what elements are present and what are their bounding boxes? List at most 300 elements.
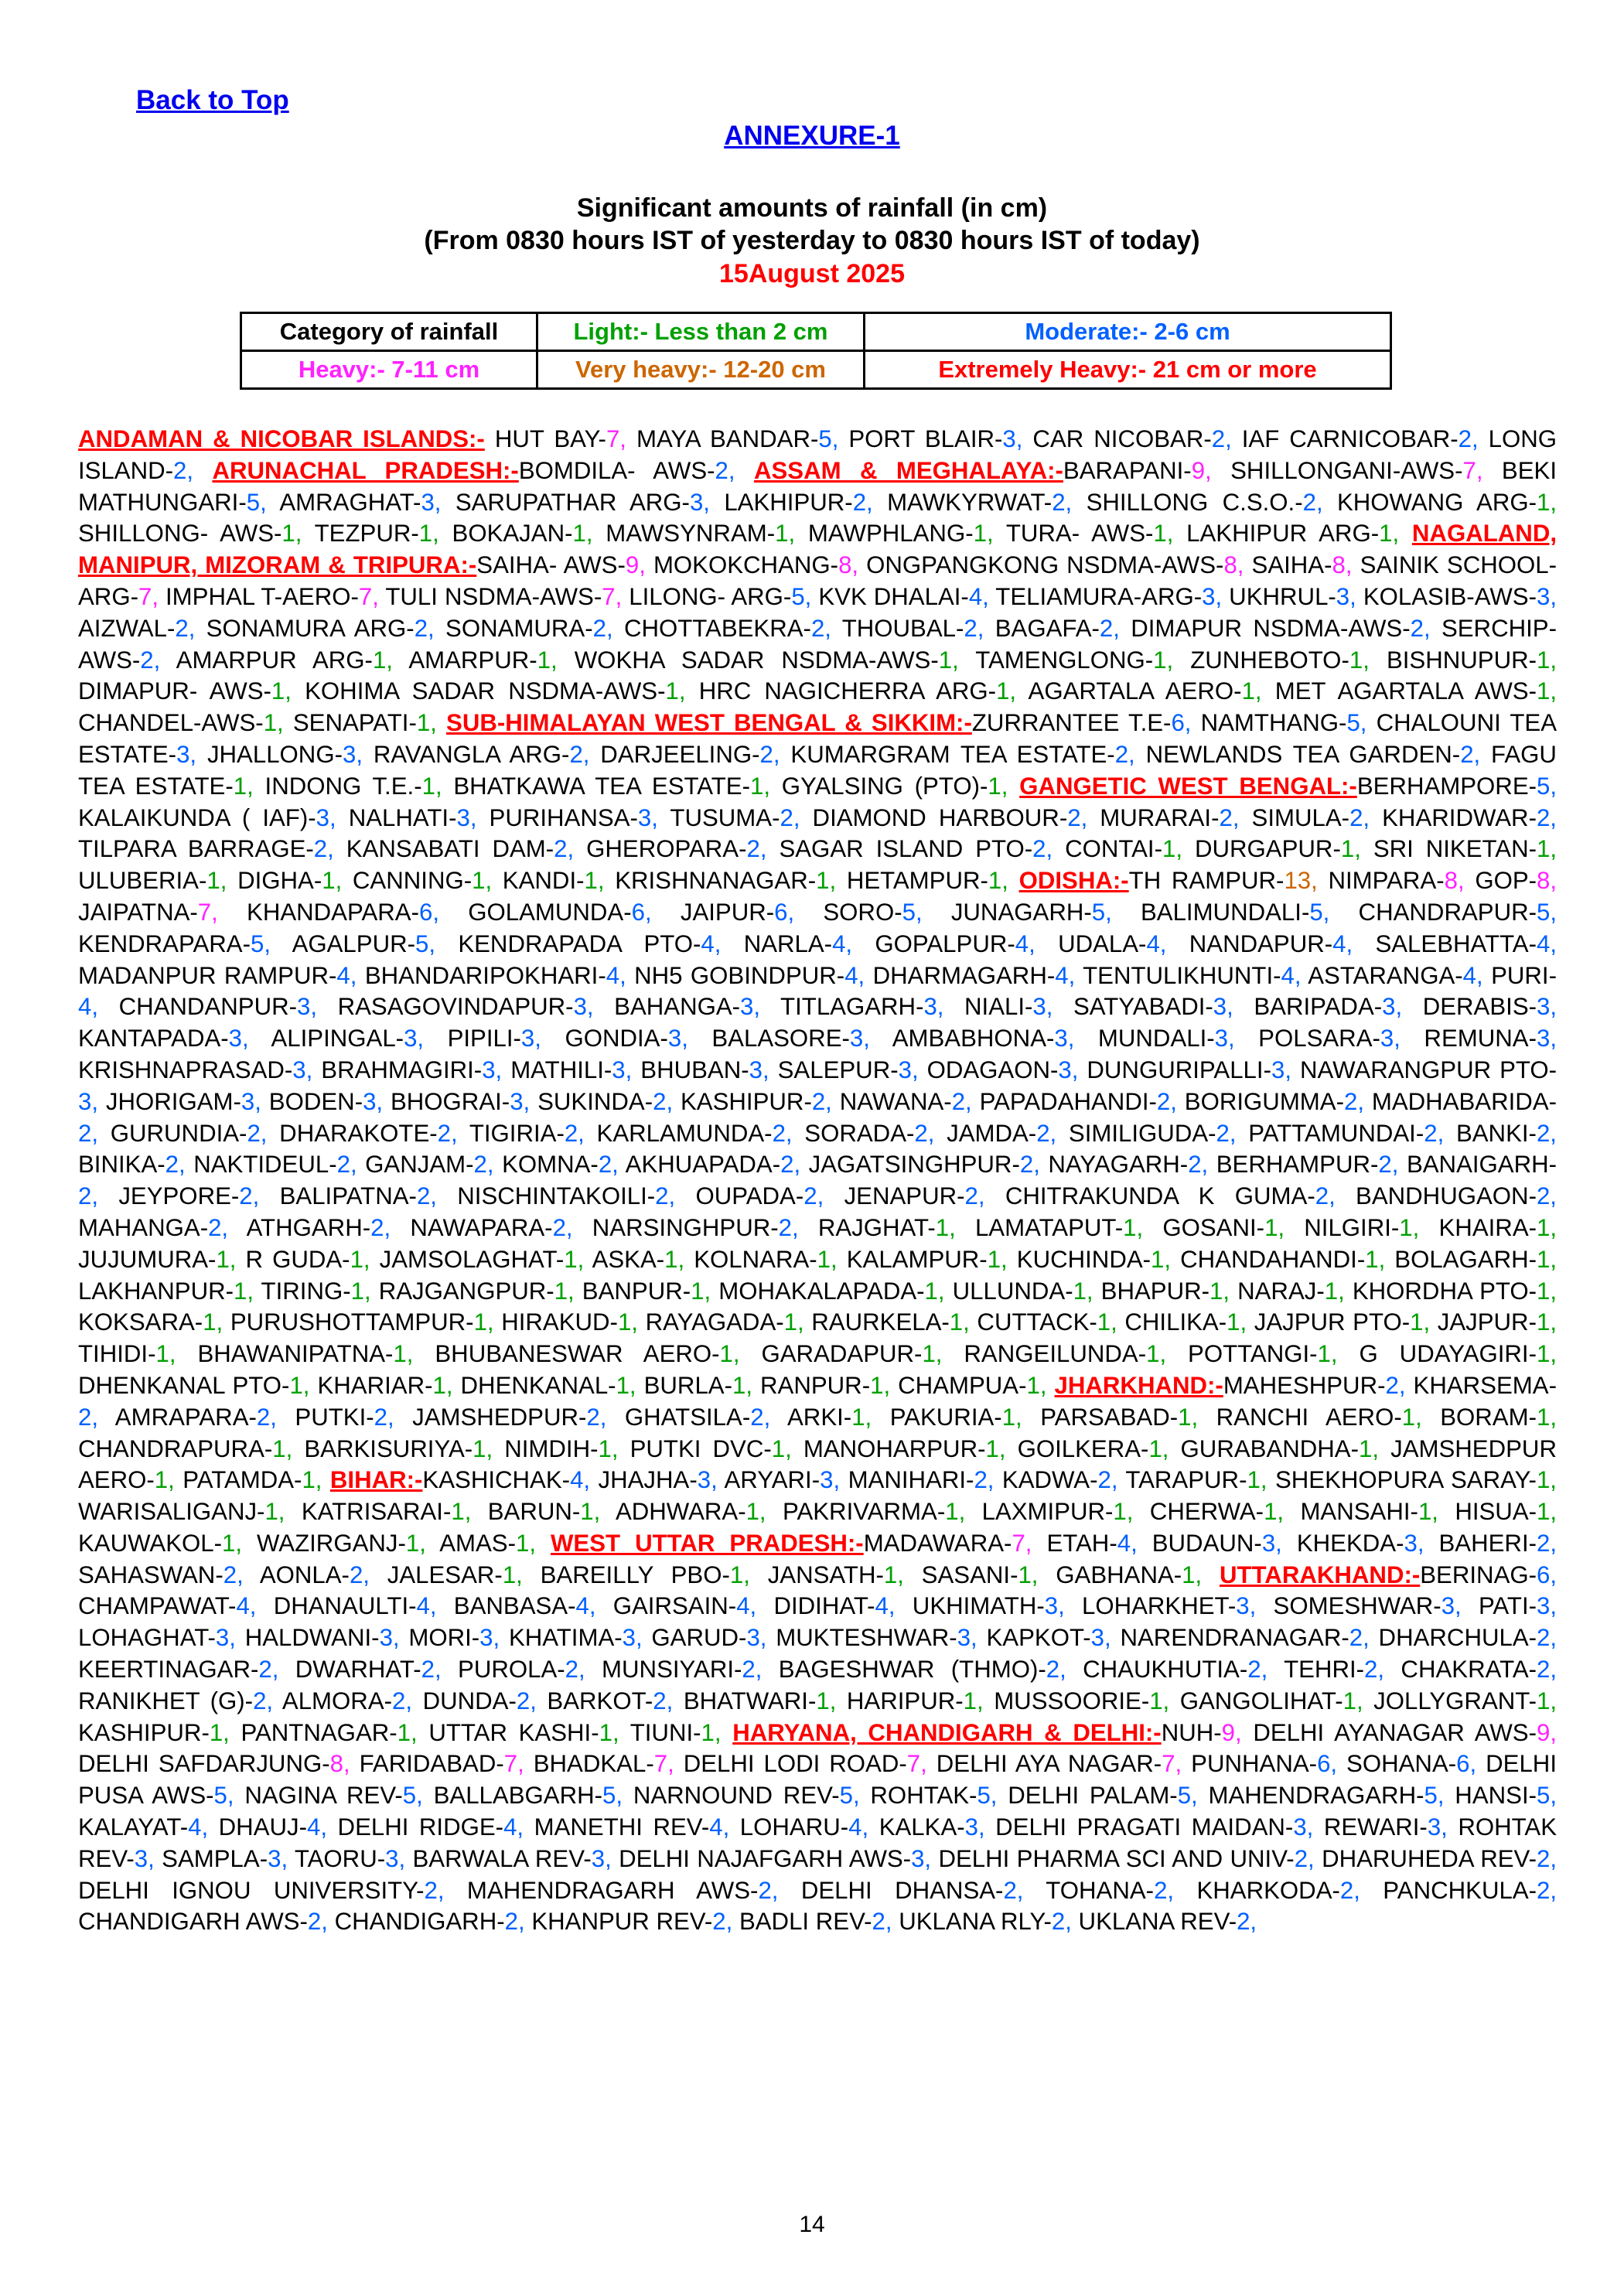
station-name: RASAGOVINDAPUR-	[337, 993, 574, 1021]
station-name: BAHANGA-	[614, 993, 741, 1021]
rainfall-value: 1,	[418, 520, 439, 548]
station-name: ALIPINGAL-	[271, 1025, 404, 1052]
rainfall-value: 2,	[746, 835, 767, 863]
station-name: CHOTTABEKRA-	[623, 614, 811, 642]
rainfall-value: 2,	[370, 1213, 391, 1241]
rainfall-value: 7,	[1162, 1750, 1182, 1778]
rainfall-value: 3,	[228, 1025, 249, 1052]
rainfall-value: 2,	[564, 1119, 585, 1147]
rainfall-value: 5,	[250, 930, 271, 957]
rainfall-value: 7,	[1462, 456, 1483, 484]
station-name: BANBASA-	[453, 1592, 576, 1620]
station-name: BORAM-	[1440, 1403, 1537, 1431]
station-name: NAGINA REV-	[244, 1782, 403, 1810]
rainfall-value: 2,	[810, 614, 831, 642]
rainfall-value: 1,	[322, 867, 343, 895]
region-heading: WEST UTTAR PRADESH:-	[551, 1529, 864, 1557]
station-name: DELHI DHANSA-	[800, 1876, 1004, 1904]
rainfall-value: 3,	[1380, 1025, 1401, 1052]
rainfall-value: 1,	[749, 772, 770, 800]
station-name: BADLI REV-	[739, 1908, 872, 1936]
station-name: UKHRUL-	[1229, 582, 1336, 610]
station-name: RAJGANGPUR-	[378, 1277, 554, 1305]
rainfall-value: 3,	[316, 803, 336, 831]
station-name: CONTAI-	[1065, 835, 1162, 863]
rainfall-value: 2,	[872, 1908, 892, 1936]
station-name: KANTAPADA-	[78, 1025, 229, 1052]
station-name: TAORU-	[294, 1844, 386, 1872]
rainfall-value: 1,	[372, 646, 393, 674]
station-name: MANOHARPUR-	[803, 1435, 986, 1462]
station-name: G UDAYAGIRI-	[1359, 1340, 1537, 1368]
rainfall-value: 1,	[816, 1687, 837, 1714]
rainfall-value: 1,	[564, 1245, 585, 1273]
station-name: BINIKA-	[78, 1151, 165, 1179]
station-name: PANCHKULA-	[1383, 1876, 1537, 1904]
rainfall-value: 5,	[402, 1782, 423, 1810]
region-heading: ARUNACHAL PRADESH:-	[212, 456, 519, 484]
rainfall-value: 2,	[175, 614, 196, 642]
rainfall-value: 2,	[653, 1087, 674, 1115]
station-name: KENDRAPARA-	[78, 930, 251, 957]
rainfall-value: 1,	[1178, 1403, 1199, 1431]
station-name: SALEPUR-	[777, 1056, 899, 1083]
rainfall-value: 1,	[1073, 1277, 1093, 1305]
station-name: ODAGAON-	[926, 1056, 1059, 1083]
rainfall-value: 2,	[1099, 614, 1120, 642]
rainfall-value: 4,	[1537, 930, 1557, 957]
rainfall-value: 6,	[631, 898, 652, 926]
region-heading: ASSAM & MEGHALAYA:-	[753, 456, 1063, 484]
rainfall-value: 2,	[1424, 1119, 1445, 1147]
station-name: BOLAGARH-	[1394, 1245, 1537, 1273]
rainfall-value: 1,	[985, 1435, 1006, 1462]
rainfall-value: 2,	[742, 1656, 763, 1684]
rainfall-value: 1,	[209, 1718, 230, 1746]
rainfall-value: 1,	[1410, 1308, 1431, 1336]
station-name: LAMATAPUT-	[974, 1213, 1124, 1241]
rainfall-value: 7,	[503, 1750, 524, 1778]
station-name: MOKOKCHANG-	[653, 551, 839, 579]
rainfall-value: 2,	[1032, 835, 1053, 863]
rainfall-value: 1,	[1209, 1277, 1230, 1305]
station-name: KHOWANG ARG-	[1336, 488, 1537, 516]
rainfall-value: 1,	[870, 1371, 891, 1399]
rainfall-value: 1,	[289, 1371, 310, 1399]
rainfall-value: 2,	[307, 1908, 328, 1936]
station-name: DELHI SAFDARJUNG-	[78, 1750, 330, 1778]
station-name: MAYA BANDAR-	[636, 425, 819, 452]
station-name: AMAS-	[439, 1529, 516, 1557]
station-name: CHANDIGARH-	[334, 1908, 505, 1936]
station-name: TAMENGLONG-	[975, 646, 1154, 674]
rainfall-value: 2,	[592, 614, 613, 642]
station-name: PURUSHOTTAMPUR-	[230, 1308, 474, 1336]
station-name: DELHI NAJAFGARH AWS-	[619, 1844, 912, 1872]
rainfall-value: 3,	[1090, 1624, 1111, 1652]
station-name: AGALPUR-	[292, 930, 416, 957]
rainfall-value: 3,	[1336, 582, 1356, 610]
station-name: CUTTACK-	[977, 1308, 1097, 1336]
rainfall-value: 3,	[1441, 1592, 1462, 1620]
station-name: WOKHA SADAR NSDMA-AWS-	[574, 646, 939, 674]
station-name: MATHILI-	[510, 1056, 612, 1083]
rainfall-value: 3,	[479, 1624, 500, 1652]
rainfall-value: 3,	[740, 993, 761, 1021]
station-name: JAMDA-	[947, 1119, 1037, 1147]
rainfall-value: 1,	[1536, 835, 1557, 863]
rainfall-value: 2,	[424, 1876, 445, 1904]
rainfall-value: 2,	[569, 740, 590, 768]
station-name: RANIKHET (G)-	[78, 1687, 254, 1714]
station-name: BALIMUNDALI-	[1140, 898, 1310, 926]
rainfall-value: 6,	[1537, 1561, 1557, 1588]
rainfall-value: 4,	[1281, 961, 1302, 989]
rainfall-value: 1,	[1151, 1245, 1172, 1273]
station-name: BANAIGARH-	[1406, 1151, 1557, 1179]
rainfall-value: 3,	[1214, 1025, 1235, 1052]
rainfall-value: 4,	[336, 961, 357, 989]
station-name: JAJPUR PTO-	[1254, 1308, 1411, 1336]
station-name: FAGU TEA ESTATE-	[78, 740, 1557, 800]
station-name: DIDIHAT-	[773, 1592, 875, 1620]
rainfall-value: 3,	[456, 803, 477, 831]
rainfall-value: 4,	[1146, 930, 1167, 957]
rainfall-value: 1,	[233, 772, 254, 800]
station-name: KRISHNAPRASAD-	[78, 1056, 293, 1083]
rainfall-value: 1,	[1241, 677, 1262, 705]
station-name: PURI-	[1491, 961, 1557, 989]
station-name: BARKOT-	[547, 1687, 653, 1714]
station-name: CHANDANPUR-	[118, 993, 298, 1021]
station-name: SIMULA-	[1251, 803, 1350, 831]
rainfall-value: 2,	[554, 835, 575, 863]
station-name: KALKA-	[879, 1813, 965, 1841]
station-name: DIGHA-	[237, 867, 322, 895]
region-heading: SUB-HIMALAYAN WEST BENGAL & SIKKIM:-	[446, 709, 972, 737]
rainfall-value: 4,	[1332, 930, 1353, 957]
rainfall-value: 2,	[1349, 803, 1370, 831]
station-name: WARISALIGANJ-	[78, 1498, 265, 1526]
station-name: NAWARANGPUR PTO-	[1299, 1056, 1557, 1083]
station-name: BHANDARIPOKHARI-	[364, 961, 606, 989]
rainfall-value: 2,	[653, 1687, 674, 1714]
rainfall-value: 1,	[732, 1371, 752, 1399]
rainfall-value: 3,	[622, 1624, 643, 1652]
station-name: LAKHIPUR ARG-	[1186, 520, 1380, 548]
station-name: MUKTESHWAR-	[776, 1624, 957, 1652]
station-name: REMUNA-	[1424, 1025, 1537, 1052]
station-name: TUSUMA-	[670, 803, 780, 831]
station-name: MUSSOORIE-	[994, 1687, 1150, 1714]
station-name: BOMDILA- AWS-	[518, 456, 715, 484]
station-name: GOP-	[1475, 867, 1537, 895]
station-name: NAWANA-	[839, 1087, 952, 1115]
rainfall-value: 1,	[1153, 520, 1174, 548]
rainfall-value: 3,	[520, 1025, 541, 1052]
rainfall-value: 2,	[208, 1213, 229, 1241]
station-name: TIGIRIA-	[469, 1119, 565, 1147]
station-name: LAXMIPUR-	[981, 1498, 1114, 1526]
station-name: MAHESHPUR-	[1223, 1371, 1386, 1399]
rainfall-value: 2,	[803, 1182, 824, 1210]
station-name: BAREILLY PBO-	[540, 1561, 730, 1588]
station-name: SAINIK SCHOOL-ARG-	[78, 551, 1557, 610]
rainfall-value: 1,	[1537, 1213, 1557, 1241]
station-name: KASHIPUR-	[78, 1718, 210, 1746]
rainfall-value: 1,	[599, 1718, 619, 1746]
station-name: RAVANGLA ARG-	[373, 740, 570, 768]
page-number: 14	[799, 2212, 825, 2237]
rainfall-value: 3,	[1202, 582, 1223, 610]
rainfall-value: 1,	[473, 1435, 493, 1462]
rainfall-value: 1,	[922, 1340, 943, 1368]
rainfall-value: 1,	[617, 1308, 638, 1336]
legend-category-header: Category of rainfall	[241, 313, 537, 351]
rainfall-value: 2,	[1211, 425, 1232, 452]
station-name: JUNAGARH-	[950, 898, 1092, 926]
station-name: BALLABGARH-	[433, 1782, 602, 1810]
rainfall-value: 1,	[1146, 1340, 1167, 1368]
station-name: UKLANA REV-	[1078, 1908, 1237, 1936]
station-name: GANGOLIHAT-	[1179, 1687, 1343, 1714]
rainfall-value: 3,	[404, 1025, 425, 1052]
station-name: BHAPUR-	[1100, 1277, 1210, 1305]
rainfall-value: 2,	[1188, 1151, 1209, 1179]
station-name: NIMDIH-	[504, 1435, 599, 1462]
rainfall-value: 1,	[771, 1435, 792, 1462]
station-name: DELHI RIDGE-	[337, 1813, 504, 1841]
rainfall-value: 6,	[419, 898, 440, 926]
rainfall-value: 8,	[838, 551, 859, 579]
station-name: JHORIGAM-	[105, 1087, 241, 1115]
rainfall-value: 1,	[272, 1435, 293, 1462]
rainfall-value: 1,	[264, 1498, 285, 1526]
station-name: NH5 GOBINDPUR-	[634, 961, 845, 989]
rainfall-value: 1,	[783, 1308, 804, 1336]
rainfall-value: 3,	[957, 1624, 977, 1652]
rainfall-value: 3,	[1002, 425, 1023, 452]
rainfall-value: 2,	[256, 1403, 277, 1431]
station-name: HISUA-	[1455, 1498, 1537, 1526]
rainfall-value: 3,	[482, 1056, 503, 1083]
rainfall-value: 3,	[176, 740, 197, 768]
station-name: JHAJHA-	[598, 1466, 698, 1494]
station-name: BHAWANIPATNA-	[197, 1340, 394, 1368]
rainfall-value: 2,	[437, 1119, 458, 1147]
station-name: PUNHANA-	[1191, 1750, 1318, 1778]
station-name: KALAMPUR-	[846, 1245, 988, 1273]
station-name: PUTKI-	[295, 1403, 374, 1431]
rainfall-value: 4,	[709, 1813, 730, 1841]
rainfall-value: 1,	[271, 677, 292, 705]
rainfall-value: 1,	[745, 1498, 766, 1526]
station-name: CHERWA-	[1149, 1498, 1264, 1526]
station-name: BUDAUN-	[1151, 1529, 1262, 1557]
rainfall-value: 1,	[1536, 1403, 1557, 1431]
rainfall-value: 1,	[719, 1340, 740, 1368]
station-name: BHUBANESWAR AERO-	[435, 1340, 720, 1368]
station-name: ASKA-	[592, 1245, 665, 1273]
station-name: BARAPANI-	[1063, 456, 1192, 484]
station-name: PATTAMUNDAI-	[1248, 1119, 1424, 1147]
station-name: SATYABADI-	[1073, 993, 1213, 1021]
station-name: RAURKELA-	[811, 1308, 950, 1336]
station-name: DARJEELING-	[600, 740, 760, 768]
station-name: KHARKODA-	[1196, 1876, 1340, 1904]
station-name: KADWA-	[1001, 1466, 1098, 1494]
rainfall-value: 1,	[1001, 1403, 1022, 1431]
station-name: CHAMPUA-	[898, 1371, 1027, 1399]
station-name: MANSAHI-	[1300, 1498, 1418, 1526]
rainfall-value: 1,	[1097, 1308, 1117, 1336]
station-name: NARENDRANAGAR-	[1120, 1624, 1349, 1652]
rainfall-value: 5,	[1177, 1782, 1198, 1810]
rainfall-value: 2,	[392, 1687, 413, 1714]
station-name: LOHAGHAT-	[78, 1624, 216, 1652]
rainfall-value: 2,	[1349, 1624, 1370, 1652]
station-name: MUNSIYARI-	[602, 1656, 742, 1684]
station-name: BORIGUMMA-	[1184, 1087, 1344, 1115]
station-name: LOHARU-	[739, 1813, 849, 1841]
rainfall-value: 2,	[516, 1687, 537, 1714]
station-name: MAHANGA-	[78, 1213, 209, 1241]
rainfall-value: 3,	[134, 1844, 155, 1872]
rainfall-value: 1,	[1026, 1371, 1047, 1399]
station-name: BARKISURIYA-	[304, 1435, 473, 1462]
rainfall-value: 8,	[1537, 867, 1557, 895]
rainfall-value: 5,	[213, 1782, 234, 1810]
rainfall-value: 3,	[923, 993, 944, 1021]
rainfall-value: 2,	[313, 835, 334, 863]
station-name: GOILKERA-	[1017, 1435, 1149, 1462]
station-name: KHANPUR REV-	[531, 1908, 713, 1936]
rainfall-value: 1,	[963, 1687, 984, 1714]
station-name: UKHIMATH-	[912, 1592, 1045, 1620]
station-name: SONAMURA-	[445, 614, 593, 642]
station-name: BANKI-	[1455, 1119, 1537, 1147]
station-name: NILGIRI-	[1304, 1213, 1400, 1241]
rainfall-value: 1,	[664, 1245, 685, 1273]
station-name: ARKI-	[787, 1403, 852, 1431]
rainfall-value: 2,	[1247, 1656, 1268, 1684]
rainfall-value: 1,	[1149, 1687, 1170, 1714]
rainfall-value: 2,	[780, 1151, 801, 1179]
station-name: TULI NSDMA-AWS-	[385, 582, 602, 610]
station-name: TIHIDI-	[78, 1340, 156, 1368]
rainfall-value: 3,	[1537, 1592, 1557, 1620]
rainfall-value: 2,	[1052, 488, 1073, 516]
station-name: PIPILI-	[447, 1025, 521, 1052]
rainfall-value: 2,	[165, 1151, 186, 1179]
rainfall-value: 5,	[902, 898, 923, 926]
rainfall-value: 1,	[554, 1277, 575, 1305]
station-name: MAWSYNRAM-	[606, 520, 776, 548]
rainfall-value: 1,	[1247, 1466, 1267, 1494]
rainfall-value: 2,	[1315, 1182, 1336, 1210]
rainfall-value: 2,	[414, 614, 435, 642]
station-name: BANDHUGAON-	[1356, 1182, 1537, 1210]
rainfall-value: 2,	[1537, 1529, 1557, 1557]
rainfall-value: 4,	[875, 1592, 896, 1620]
rainfall-value: 1,	[1340, 835, 1361, 863]
station-name: BALIPATNA-	[279, 1182, 417, 1210]
rainfall-value: 2,	[1294, 1844, 1315, 1872]
rainfall-value: 2,	[1410, 614, 1431, 642]
station-name: NEWLANDS TEA GARDEN-	[1145, 740, 1461, 768]
rainfall-value: 1,	[817, 1245, 838, 1273]
station-name: KARLAMUNDA-	[596, 1119, 773, 1147]
station-name: PATAMDA-	[183, 1466, 302, 1494]
station-name: ROHTAK-	[870, 1782, 977, 1810]
station-name: GARADAPUR-	[761, 1340, 923, 1368]
station-name: BRAHMAGIRI-	[321, 1056, 483, 1083]
rainfall-value: 9,	[1537, 1718, 1557, 1746]
rainfall-value: 3,	[1293, 1813, 1314, 1841]
rainfall-value: 1,	[263, 709, 284, 737]
rainfall-value: 1,	[1113, 1498, 1134, 1526]
region-heading: JHARKHAND:-	[1054, 1371, 1223, 1399]
rainfall-value: 3,	[898, 1056, 919, 1083]
station-name: INDONG T.E.-	[264, 772, 422, 800]
station-name: ARYARI-	[724, 1466, 821, 1494]
rainfall-value: 2,	[1003, 1876, 1024, 1904]
station-name: TITLAGARH-	[780, 993, 924, 1021]
station-name: SORADA-	[804, 1119, 915, 1147]
station-name: DELHI PRAGATI MAIDAN-	[995, 1813, 1294, 1841]
rainfall-value: 3,	[637, 803, 658, 831]
rainfall-value: 5,	[1424, 1782, 1445, 1810]
rainfall-value: 1,	[1537, 1245, 1557, 1273]
station-name: SHILLONG C.S.O.-	[1086, 488, 1303, 516]
station-name: KASHICHAK-	[422, 1466, 571, 1494]
rainfall-value: 5,	[415, 930, 436, 957]
station-name: DHENKANAL-	[460, 1371, 616, 1399]
station-name: KOHIMA SADAR NSDMA-AWS-	[305, 677, 666, 705]
rainfall-value: 9,	[625, 551, 646, 579]
station-name: GURUNDIA-	[110, 1119, 247, 1147]
rainfall-value: 1,	[515, 1529, 536, 1557]
rainfall-value: 1,	[949, 1308, 970, 1336]
station-name: DIMAPUR NSDMA-AWS-	[1131, 614, 1411, 642]
rainfall-value: 1,	[851, 1403, 872, 1431]
station-name: AMRAGHAT-	[279, 488, 421, 516]
rainfall-value: 1,	[935, 1213, 956, 1241]
station-name: GONDIA-	[565, 1025, 668, 1052]
rainfall-value: 2,	[1154, 1876, 1175, 1904]
rainfall-value: 1,	[1182, 1561, 1203, 1588]
station-name: MUNDALI-	[1097, 1025, 1215, 1052]
station-name: MANETHI REV-	[534, 1813, 710, 1841]
rainfall-value: 1,	[924, 1277, 945, 1305]
station-name: LAKHIPUR-	[724, 488, 853, 516]
rainfall-value: 1,	[1537, 1340, 1557, 1368]
rainfall-legend-table	[240, 312, 1392, 390]
back-to-top-link[interactable]: Back to Top	[136, 85, 289, 115]
rainfall-value: 2,	[247, 1119, 268, 1147]
rainfall-value: 3,	[689, 488, 710, 516]
rainfall-value: 6,	[1456, 1750, 1477, 1778]
station-name: HALDWANI-	[244, 1624, 380, 1652]
station-name: DELHI PUSA AWS-	[78, 1750, 1557, 1810]
station-name: BARIPADA-	[1254, 993, 1383, 1021]
rainfall-value: 1,	[1537, 1687, 1557, 1714]
annexure-link[interactable]: ANNEXURE-1	[724, 121, 900, 151]
station-name: THOUBAL-	[841, 614, 964, 642]
station-name: BAHERI-	[1438, 1529, 1537, 1557]
rainfall-value: 1,	[155, 1340, 176, 1368]
station-name: DHANAULTI-	[273, 1592, 417, 1620]
